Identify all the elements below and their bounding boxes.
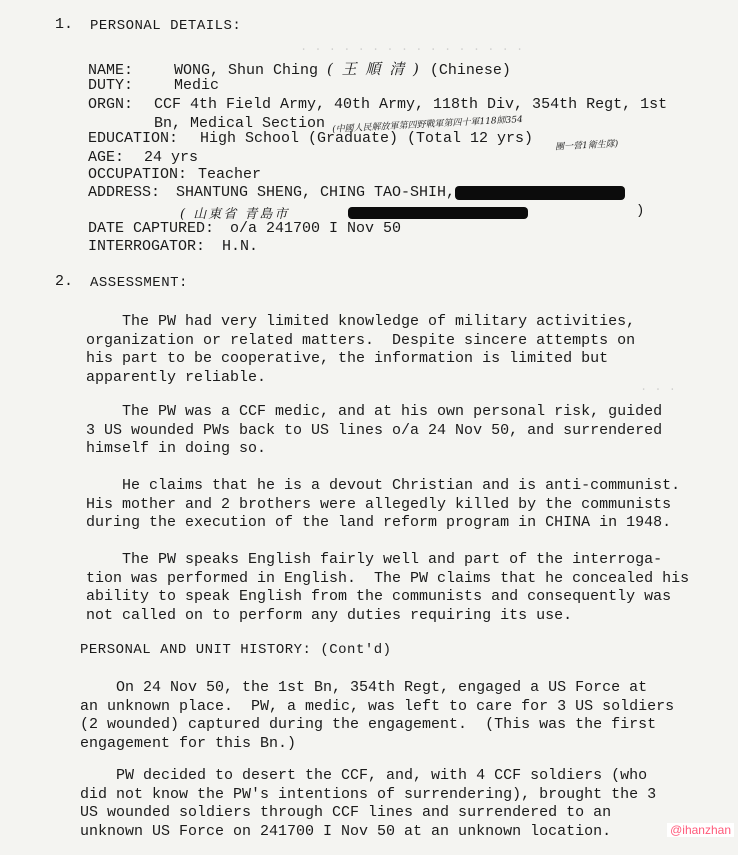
address-handwriting: ( 山東省 青島市 — [180, 207, 290, 222]
date-captured-row — [88, 220, 401, 237]
age-row — [88, 149, 198, 166]
education-value: High School (Graduate) (Total 12 yrs) — [200, 130, 534, 147]
bleed-through-text: . . . . . . . . . . . . . . . . — [300, 40, 524, 54]
orgn-line1: CCF 4th Field Army, 40th Army, 118th Div, 354th Regt, 1st — [154, 96, 668, 113]
redaction-bar-2 — [348, 207, 528, 219]
assessment-paragraph-2: The PW was a CCF medic, and at his own personal risk, guided 3 US wounded PWs back to US lines o/a 24 Nov 50, and surrendered himself in doing so. — [86, 403, 663, 457]
name-row — [88, 58, 511, 79]
assessment-paragraph-3: He claims that he is a devout Christian and is anti-communist. His mother and 2 brothers were allegedly killed by the communists during the execution of the land reform program in CHINA in 1948. — [86, 477, 681, 531]
name-suffix: (Chinese) — [429, 62, 511, 79]
section-heading: PERSONAL DETAILS: — [90, 18, 242, 34]
interrogator-value: H.N. — [222, 238, 259, 255]
address-value: SHANTUNG SHENG, CHING TAO-SHIH, — [176, 184, 456, 201]
education-label: EDUCATION: — [88, 130, 179, 147]
assessment-paragraph-4: The PW speaks English fairly well and part of the interroga- tion was performed in English. The PW claims that he concealed his ability to speak English from the communists and consequently was not called on to perform any duties requiring its use. — [86, 551, 690, 624]
orgn-line2: Bn, Medical Section — [154, 115, 326, 132]
address-label: ADDRESS: — [88, 184, 161, 201]
bleed-through-text: . . . — [640, 380, 677, 394]
education-row — [88, 130, 533, 147]
age-label: AGE: — [88, 149, 125, 166]
occupation-value: Teacher — [198, 166, 262, 183]
closing-paren: ) — [636, 203, 645, 219]
duty-row — [88, 77, 219, 94]
history-paragraph-2: PW decided to desert the CCF, and, with 4 CCF soldiers (who did not know the PW's intentions of surrendering), brought the 3 US wounded soldiers through CCF lines and surrendered to an unknown US Force on 241700 I Nov 50 at an unknown location. — [80, 767, 657, 840]
interrogator-row — [88, 238, 258, 255]
orgn-label: ORGN: — [88, 96, 134, 113]
occupation-label: OCCUPATION: — [88, 166, 188, 183]
name-chinese: ( 王 順 清 ) — [327, 60, 421, 78]
history-heading: PERSONAL AND UNIT HISTORY: (Cont'd) — [80, 642, 392, 658]
history-paragraph-1: On 24 Nov 50, the 1st Bn, 354th Regt, engaged a US Force at an unknown place. PW, a medic, was left to care for 3 US soldiers (2 wounded) captured during the engagement. (This was the first engagement for this Bn.) — [80, 679, 675, 752]
section-heading: ASSESSMENT: — [90, 275, 188, 291]
date-captured-label: DATE CAPTURED: — [88, 220, 215, 237]
orgn-handwriting: (中國人民解放軍第四野戰軍第四十軍118師354 — [331, 115, 524, 135]
date-captured-value: o/a 241700 I Nov 50 — [230, 220, 402, 237]
redaction-bar — [455, 186, 625, 200]
duty-label: DUTY: — [88, 77, 134, 94]
duty-value: Medic — [174, 77, 220, 94]
age-value: 24 yrs — [144, 149, 199, 166]
name-value: WONG, Shun Ching — [174, 62, 319, 79]
section-number: 1. — [55, 16, 74, 33]
name-label: NAME: — [88, 62, 134, 79]
assessment-paragraph-1: The PW had very limited knowledge of military activities, organization or related matters. Despite sincere attempts on his part to be cooperative, the information is limited but apparently reliable. — [86, 313, 636, 386]
watermark: @ihanzhan — [667, 823, 734, 837]
address-row — [88, 184, 455, 201]
orgn-row — [88, 96, 667, 113]
occupation-row — [88, 166, 261, 183]
section-number: 2. — [55, 273, 74, 290]
orgn-handwriting-2: 團一營1衛生隊) — [554, 139, 619, 153]
interrogator-label: INTERROGATOR: — [88, 238, 206, 255]
